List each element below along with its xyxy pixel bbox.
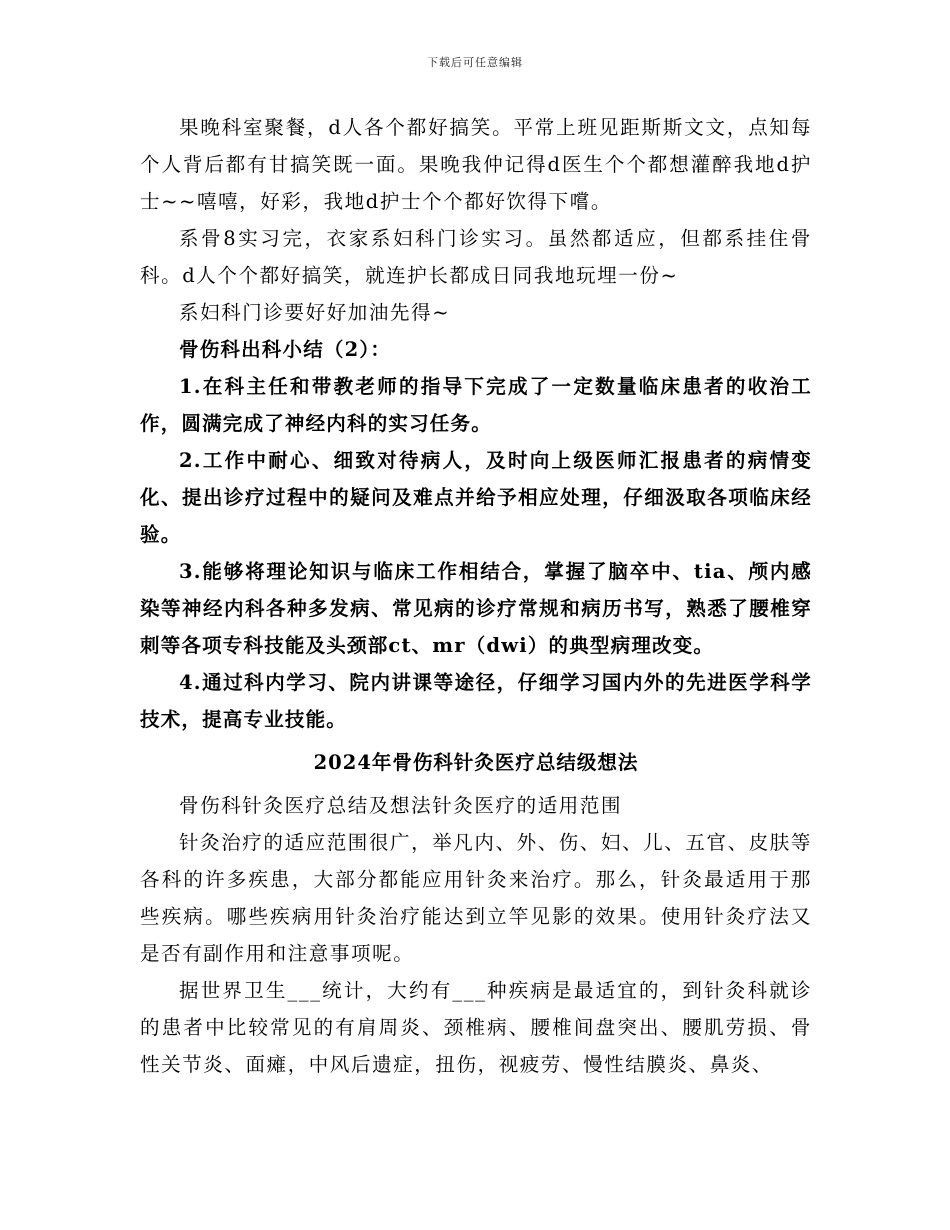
section-heading: 骨伤科出科小结（2）： — [179, 338, 392, 361]
document-body — [140, 109, 812, 1083]
list-item-4: 4.通过科内学习、院内讲课等途径，仔细学习国内外的先进医学科学技术，提高专业技能。 — [140, 671, 812, 731]
paragraph-subtitle: 骨伤科针灸医疗总结及想法针灸医疗的适用范围 — [179, 794, 623, 817]
list-item-2: 2.工作中耐心、细致对待病人，及时向上级医师汇报患者的病情变化、提出诊疗过程中的疑问及难点并给予相应处理，仔细汲取各项临床经验。 — [140, 449, 812, 546]
paragraph-internship: 系骨8实习完，衣家系妇科门诊实习。虽然都适应，但都系挂住骨科。d人个个都好搞笑，就连护长都成日同我地玩埋一份~ — [140, 227, 812, 287]
document-title: 2024年骨伤科针灸医疗总结级想法 — [313, 751, 639, 774]
paragraph-who-stats: 据世界卫生___统计，大约有___种疾病是最适宜的，到针灸科就诊的患者中比较常见的有肩周炎、颈椎病、腰椎间盘突出、腰肌劳损、骨性关节炎、面瘫，中风后遗症，扭伤，视疲劳、慢性结膜炎、鼻炎、 — [140, 979, 812, 1076]
paragraph-dinner: 果晚科室聚餐，d人各个都好搞笑。平常上班见距斯斯文文，点知每个人背后都有甘搞笑既一面。果晚我仲记得d医生个个都想灌醉我地d护士~~嘻嘻，好彩，我地d护士个个都好饮得下嚐。 — [140, 116, 812, 213]
paragraph-scope: 针灸治疗的适应范围很广，举凡内、外、伤、妇、儿、五官、皮肤等各科的许多疾患，大部分都能应用针灸来治疗。那么，针灸最适用于那些疾病。哪些疾病用针灸治疗能达到立竿见影的效果。使用针灸疗法又是否有副作用和注意事项呢。 — [140, 831, 813, 965]
paragraph-cheer: 系妇科门诊要好好加油先得~ — [179, 301, 451, 324]
list-item-3: 3.能够将理论知识与临床工作相结合，掌握了脑卒中、tia、颅内感染等神经内科各种多发病、常见病的诊疗常规和病历书写，熟悉了腰椎穿刺等各项专科技能及头颈部ct、mr（dwi）的典型病理改变。 — [140, 560, 812, 657]
page-header: 下载后可任意编辑 — [427, 56, 523, 69]
list-item-1: 1.在科主任和带教老师的指导下完成了一定数量临床患者的收治工作，圆满完成了神经内科的实习任务。 — [140, 375, 812, 435]
